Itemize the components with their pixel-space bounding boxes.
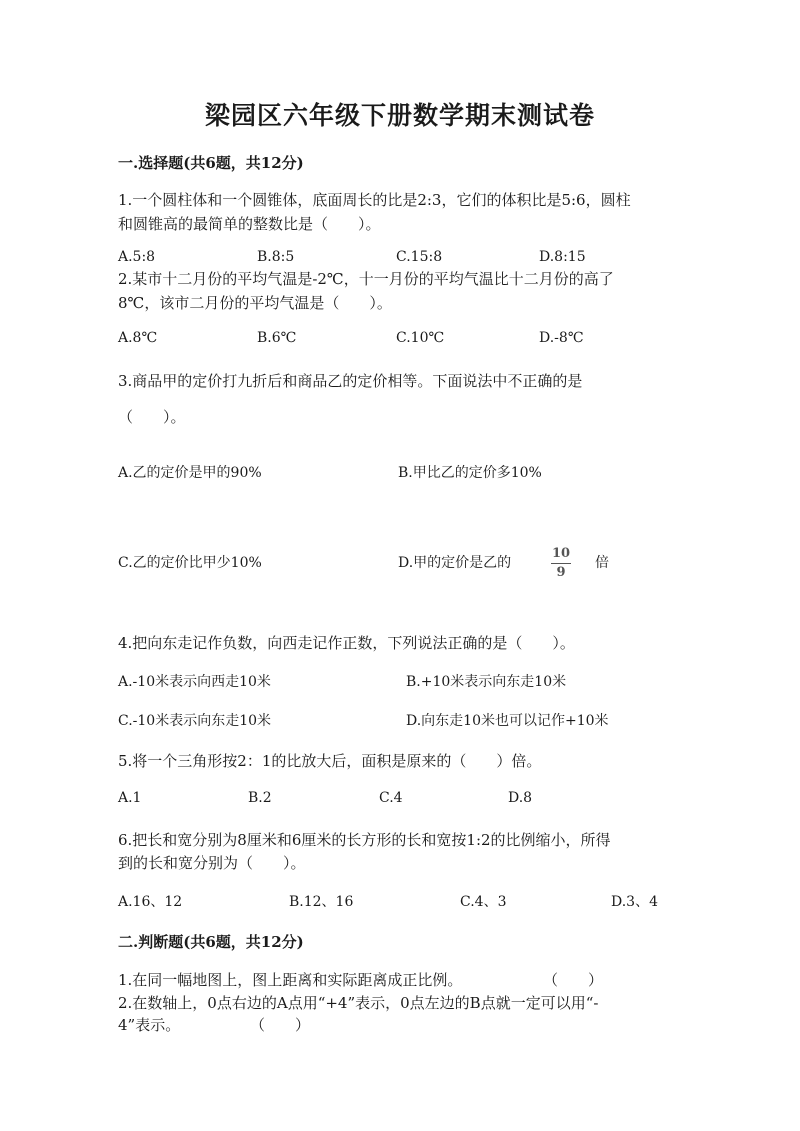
question-2-option-d: D.-8℃: [539, 330, 584, 346]
judgement-1-answer-paren: （ ）: [543, 971, 604, 989]
question-4-option-a: A.-10米表示向西走10米: [118, 674, 271, 690]
question-5-option-d: D.8: [508, 790, 533, 806]
question-3-option-d-suffix: 倍: [595, 555, 609, 571]
question-2-line-1: 2.某市十二月份的平均气温是-2℃，十一月份的平均气温比十二月份的高了: [118, 270, 614, 288]
question-3-option-d: D.甲的定价是乙的: [398, 555, 512, 571]
judgement-2-answer-paren: （ ）: [250, 1016, 311, 1034]
question-1-line-1: 1.一个圆柱体和一个圆锥体，底面周长的比是2:3，它们的体积比是5:6，圆柱: [118, 191, 631, 209]
question-4-option-c: C.-10米表示向东走10米: [118, 713, 272, 729]
question-6-option-b: B.12、16: [289, 894, 354, 910]
question-1-option-a: A.5:8: [118, 249, 156, 265]
question-6-line-2: 到的长和宽分别为（ ）。: [118, 854, 306, 872]
question-4-option-d: D.向东走10米也可以记作+10米: [406, 713, 609, 729]
question-1-option-d: D.8:15: [539, 249, 586, 265]
question-3-option-c: C.乙的定价比甲少10%: [118, 555, 262, 571]
question-3-option-a: A.乙的定价是甲的90%: [118, 465, 262, 481]
question-6-option-a: A.16、12: [118, 894, 183, 910]
question-1-option-c: C.15:8: [396, 249, 443, 265]
question-3-line-2: （ ）。: [118, 408, 186, 426]
page-title: 梁园区六年级下册数学期末测试卷: [204, 101, 595, 130]
question-5-option-b: B.2: [248, 790, 272, 806]
question-5-option-c: C.4: [379, 790, 403, 806]
question-3-option-b: B.甲比乙的定价多10%: [398, 465, 542, 481]
question-6-option-c: C.4、3: [460, 894, 507, 910]
question-4-line-1: 4.把向东走记作负数，向西走记作正数，下列说法正确的是（ ）。: [118, 634, 575, 652]
question-2-option-c: C.10℃: [396, 330, 445, 346]
question-4-option-b: B.+10米表示向东走10米: [406, 674, 567, 690]
question-1-option-b: B.8:5: [257, 249, 295, 265]
question-5-line-1: 5.将一个三角形按2：1的比放大后，面积是原来的（ ）倍。: [118, 752, 542, 770]
question-6-line-1: 6.把长和宽分别为8厘米和6厘米的长方形的长和宽按1:2的比例缩小，所得: [118, 831, 611, 849]
question-3-line-1: 3.商品甲的定价打九折后和商品乙的定价相等。下面说法中不正确的是: [118, 372, 583, 390]
fraction-ten-ninths: [551, 546, 571, 581]
fraction-numerator: 10: [551, 546, 571, 561]
question-2-line-2: 8℃，该市二月份的平均气温是（ ）。: [118, 294, 392, 312]
judgement-2-line-2: 4”表示。: [118, 1016, 181, 1034]
fraction-bar: [551, 563, 571, 564]
section-heading-choice: 一.选择题(共6题，共12分): [118, 154, 304, 172]
question-6-option-d: D.3、4: [611, 894, 658, 910]
section-heading-judgement: 二.判断题(共6题，共12分): [118, 933, 304, 951]
judgement-1-line-1: 1.在同一幅地图上，图上距离和实际距离成正比例。: [118, 971, 463, 989]
question-5-option-a: A.1: [118, 790, 142, 806]
fraction-denominator: 9: [556, 565, 566, 580]
judgement-2-line-1: 2.在数轴上，0点右边的A点用“+4”表示，0点左边的B点就一定可以用“-: [118, 994, 599, 1012]
question-1-line-2: 和圆锥高的最简单的整数比是（ ）。: [118, 215, 381, 233]
question-2-option-a: A.8℃: [118, 330, 158, 346]
question-2-option-b: B.6℃: [257, 330, 297, 346]
